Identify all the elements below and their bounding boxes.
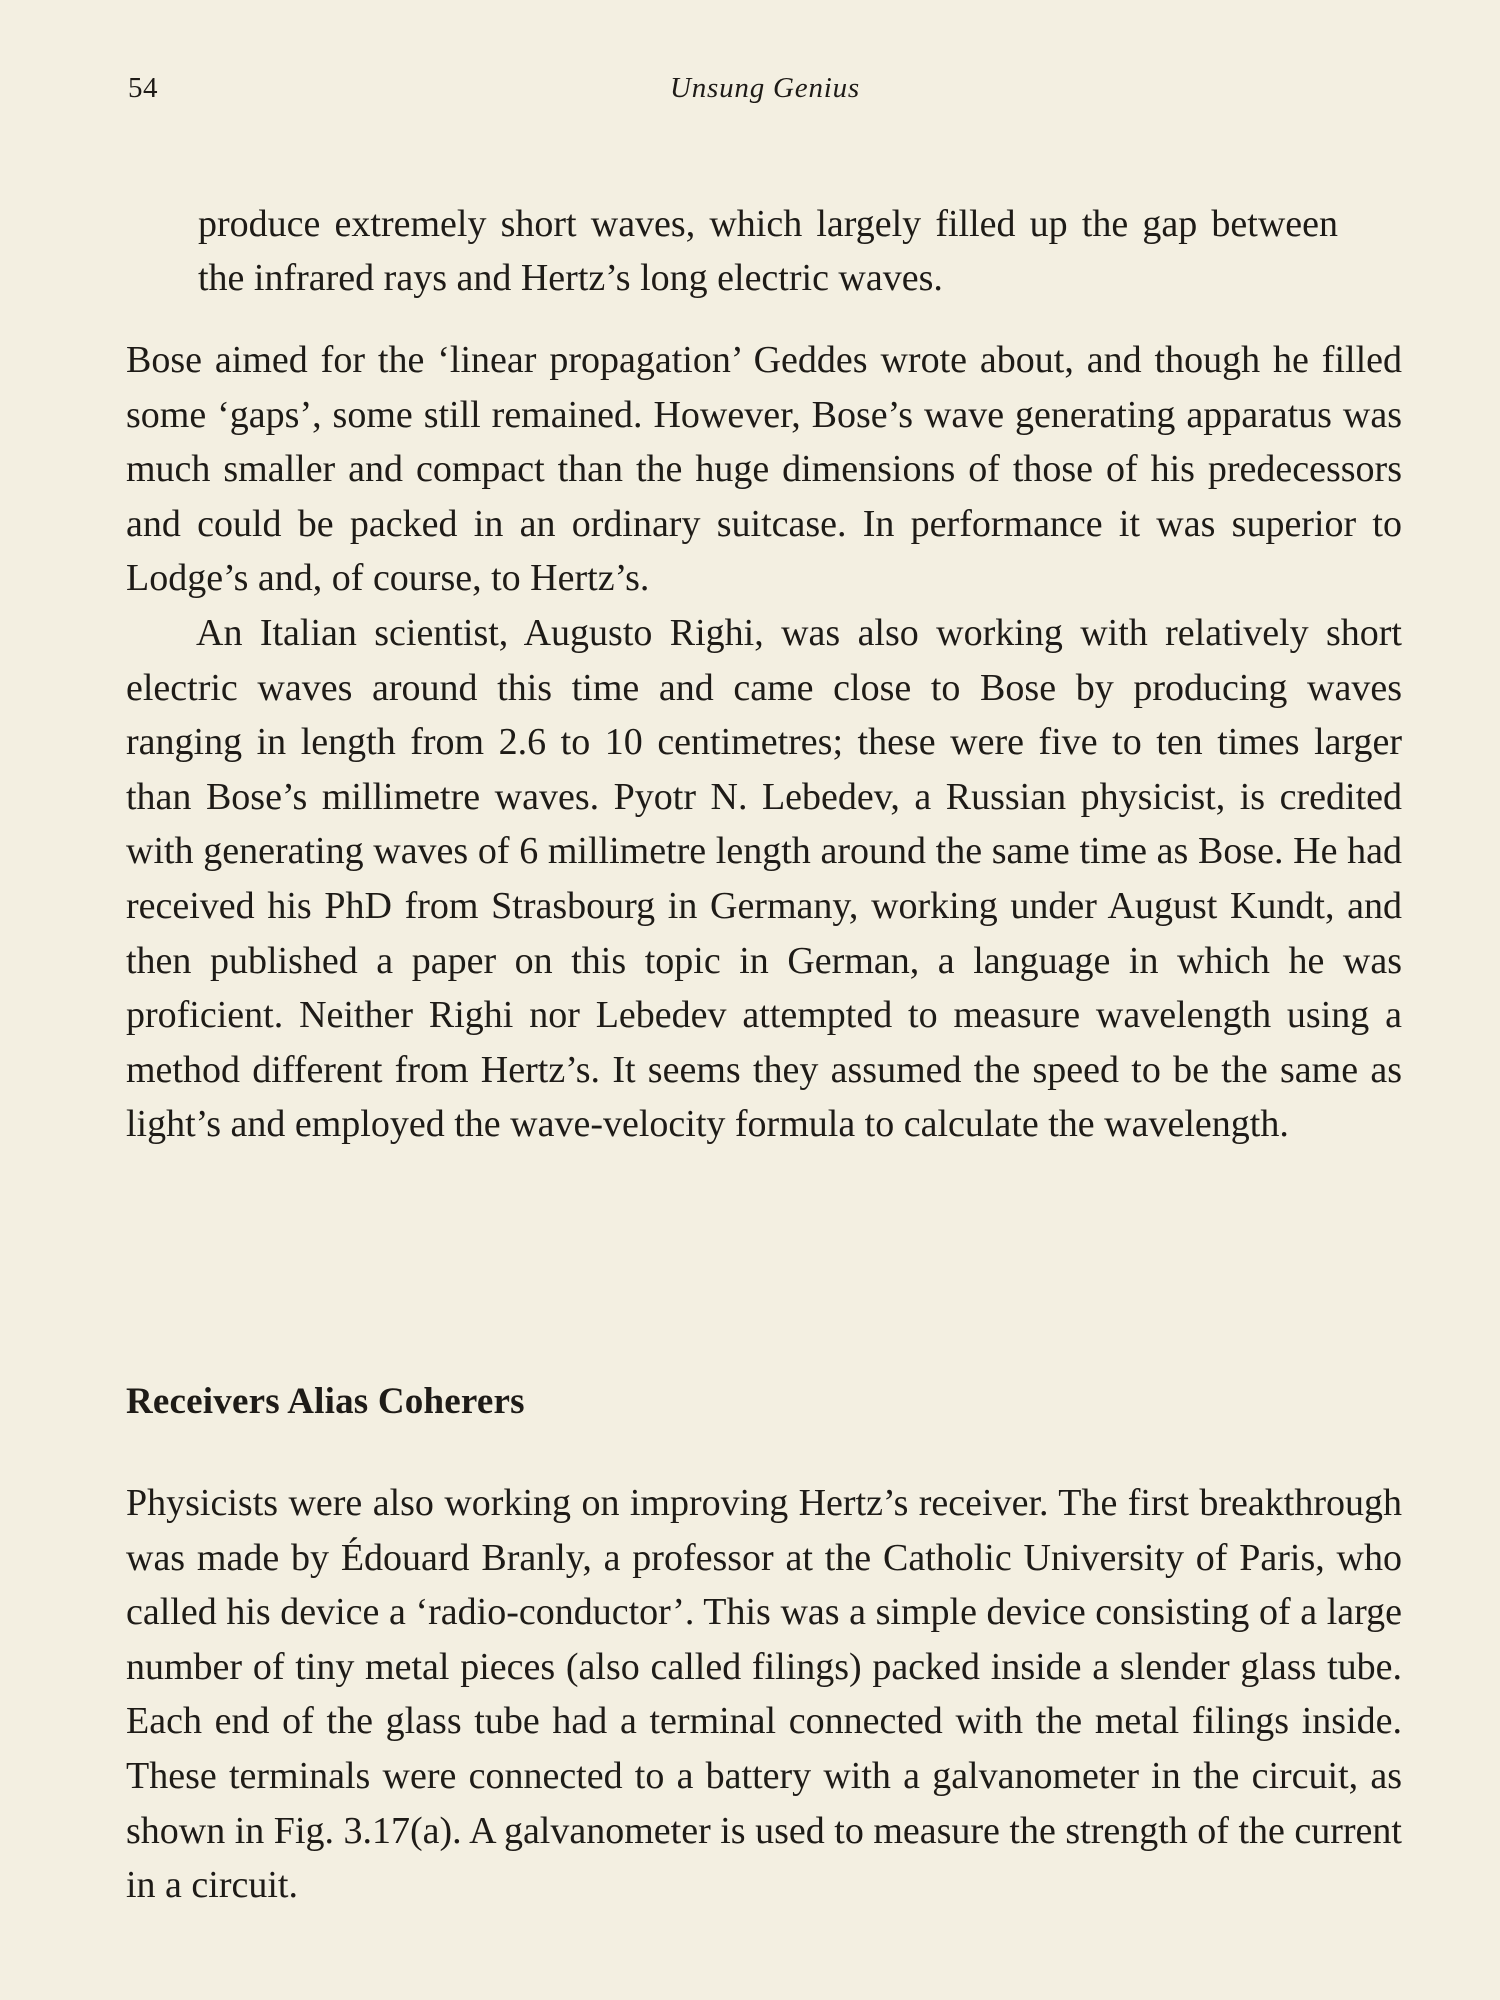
running-title: Unsung Genius — [669, 72, 861, 104]
body-text-section-2 — [126, 1476, 1402, 1913]
paragraph-coherers: Physicists were also working on improving Hertz’s receiver. The first breakthrough was made by Édouard Branly, a professor at the Catholic University of Paris, who called his device a ‘radio-conductor’. This was a simple device consisting of a large number of tiny metal pieces (also called filings) packed inside a slender glass tube. Each end of the glass tube had a terminal connected with the metal filings inside. These terminals were connected to a battery with a galvanometer in the circuit, as shown in Fig. 3.17(a). A galvanometer is used to measure the strength of the current in a circuit. — [126, 1482, 1402, 1907]
paragraph-bose-propagation: Bose aimed for the ‘linear propagation’ Geddes wrote about, and though he filled some ‘gaps’, some still remained. However, Bose’s wave generating apparatus was much smaller and compact than the huge dimensions of those of his predecessors and could be packed in an ordinary suitcase. In performance it was superior to Lodge’s and, of course, to Hertz’s. — [126, 339, 1402, 600]
section-heading: Receivers Alias Coherers — [126, 1381, 525, 1422]
page-number: 54 — [128, 72, 158, 104]
quoted-passage: produce extremely short waves, which largely filled up the gap between the infrared rays and Hertz’s long electric waves. — [198, 203, 1338, 299]
body-text-section-1 — [126, 333, 1402, 1152]
paragraph-righi-lebedev: An Italian scientist, Augusto Righi, was also working with relatively short electric waves around this time and came close to Bose by producing waves ranging in length from 2.6 to 10 centimetres; these were five to ten times larger than Bose’s millimetre waves. Pyotr N. Lebedev, a Russian physicist, is credited with generating waves of 6 millimetre length around the same time as Bose. He had received his PhD from Strasbourg in Germany, working under August Kundt, and then published a paper on this topic in German, a language in which he was proficient. Neither Righi nor Lebedev attempted to measure wavelength using a method different from Hertz’s. It seems they assumed the speed to be the same as light’s and employed the wave-velocity formula to calculate the wavelength. — [126, 611, 1402, 1146]
